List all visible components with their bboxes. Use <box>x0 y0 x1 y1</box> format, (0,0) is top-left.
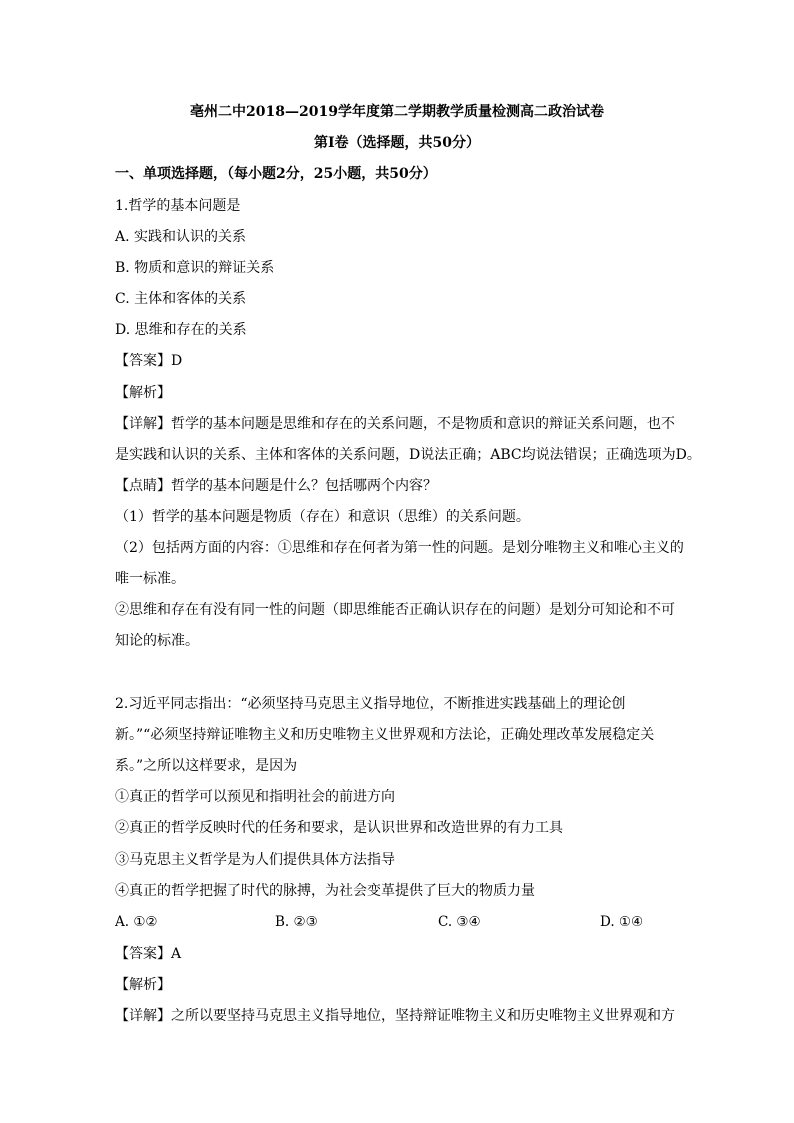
q2-option-a: A. ①② <box>115 914 158 930</box>
part-heading: 一、单项选择题，（每小题2分，25小题，共50分） <box>115 166 437 182</box>
q1-remark-line-5: ②思维和存在有没有同一性的问题（即思维能否正确认识存在的问题）是划分可知论和不可 <box>115 602 675 618</box>
q2-statement-1: ①真正的哲学可以预见和指明社会的前进方向 <box>115 789 395 805</box>
q2-analysis-label: 【解析】 <box>115 977 171 993</box>
q1-detail-line-1: 【详解】哲学的基本问题是思维和存在的关系问题，不是物质和意识的辩证关系问题，也不 <box>115 416 675 432</box>
q1-stem: 1.哲学的基本问题是 <box>115 198 241 214</box>
q1-remark-line-1: 【点睛】哲学的基本问题是什么？包括哪两个内容？ <box>115 478 437 494</box>
q1-option-c: C. 主体和客体的关系 <box>115 291 247 307</box>
q2-option-d: D. ①④ <box>600 914 644 930</box>
q2-answer: 【答案】A <box>115 946 182 962</box>
q2-statement-2: ②真正的哲学反映时代的任务和要求，是认识世界和改造世界的有力工具 <box>115 820 563 836</box>
q1-answer: 【答案】D <box>115 353 183 369</box>
q1-analysis-label: 【解析】 <box>115 385 171 401</box>
q2-stem-line-2: 新。”“必须坚持辩证唯物主义和历史唯物主义世界观和方法论，正确处理改革发展稳定关 <box>115 727 655 743</box>
q2-statement-3: ③马克思主义哲学是为人们提供具体方法指导 <box>115 852 395 868</box>
q1-remark-line-2: （1）哲学的基本问题是物质（存在）和意识（思维）的关系问题。 <box>115 509 530 525</box>
q2-option-c: C. ③④ <box>438 914 481 930</box>
q2-option-b: B. ②③ <box>275 914 318 930</box>
q2-statement-4: ④真正的哲学把握了时代的脉搏，为社会变革提供了巨大的物质力量 <box>115 883 535 899</box>
exam-title: 亳州二中2018—2019学年度第二学期教学质量检测高二政治试卷 <box>190 104 604 120</box>
q2-detail-line-1: 【详解】之所以要坚持马克思主义指导地位，坚持辩证唯物主义和历史唯物主义世界观和方 <box>115 1008 675 1024</box>
section-title: 第Ⅰ卷（选择题，共50分） <box>313 135 481 151</box>
q1-remark-line-4: 唯一标准。 <box>115 571 185 587</box>
q1-option-b: B. 物质和意识的辩证关系 <box>115 260 275 276</box>
q2-stem-line-1: 2.习近平同志指出：“必须坚持马克思主义指导地位，不断推进实践基础上的理论创 <box>115 696 626 712</box>
q2-stem-line-3: 系。”之所以这样要求，是因为 <box>115 758 298 774</box>
q1-remark-line-6: 知论的标准。 <box>115 633 199 649</box>
q1-option-d: D. 思维和存在的关系 <box>115 322 247 338</box>
q1-detail-line-2: 是实践和认识的关系、主体和客体的关系问题，D说法正确；ABC均说法错误；正确选项为D。 <box>115 447 701 463</box>
q1-remark-line-3: （2）包括两方面的内容：①思维和存在何者为第一性的问题。是划分唯物主义和唯心主义的 <box>115 540 684 556</box>
q1-option-a: A. 实践和认识的关系 <box>115 229 247 245</box>
